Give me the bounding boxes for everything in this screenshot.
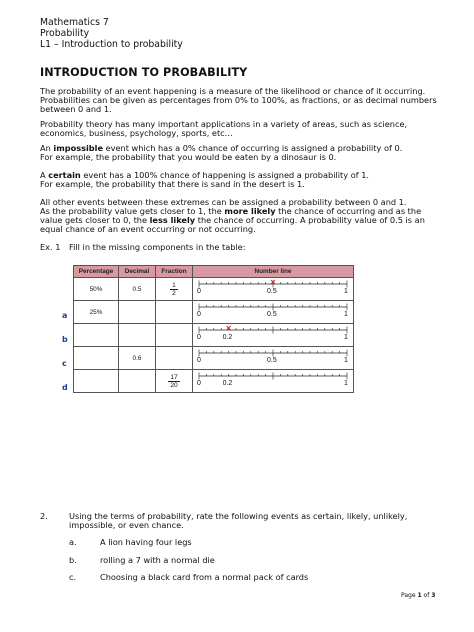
fraction xyxy=(168,374,179,389)
percentage-cell xyxy=(74,324,119,347)
number-line-cell xyxy=(193,324,354,347)
number-line-cell xyxy=(193,347,354,370)
nl-label-mid: 0.2 xyxy=(222,380,233,387)
decimal-cell xyxy=(119,324,156,347)
nl-label-zero: 0 xyxy=(197,288,201,295)
number-line xyxy=(197,370,349,392)
q2-item-letter: a. xyxy=(69,537,77,547)
table-row xyxy=(74,301,354,324)
number-line-cell xyxy=(193,301,354,324)
number-line-axis xyxy=(197,370,349,382)
fraction-cell xyxy=(156,324,193,347)
nl-label-one: 1 xyxy=(344,311,348,318)
col-percentage: Percentage xyxy=(74,266,119,278)
table-row xyxy=(74,324,354,347)
fraction-denominator: 20 xyxy=(170,381,178,389)
nl-label-one: 1 xyxy=(344,380,348,387)
page-title: INTRODUCTION TO PROBABILITY xyxy=(40,66,248,79)
fraction-cell xyxy=(156,347,193,370)
percentage-cell: 25% xyxy=(74,301,119,324)
nl-label-mid: 0.5 xyxy=(267,357,277,364)
percentage-cell xyxy=(74,370,119,393)
q2-item-text: Choosing a black card from a normal pack of cards xyxy=(100,572,309,582)
fraction xyxy=(170,282,178,297)
para5-line: value gets closer to 0, the less likely the chance of occurring. A probability value of 0.5 is an xyxy=(40,215,425,225)
ex1-instruction: Fill in the missing components in the table: xyxy=(69,242,246,252)
para1-line: The probability of an event happening is a measure of the likelihood or chance of it occurring. xyxy=(40,86,426,96)
q2-text-line: Using the terms of probability, rate the following events as certain, likely, unlikely, xyxy=(69,511,408,521)
fraction-numerator: 1 xyxy=(172,281,176,289)
col-decimal: Decimal xyxy=(119,266,156,278)
para2-line: economics, business, psychology, sports, etc… xyxy=(40,128,233,138)
table-header-row xyxy=(74,266,354,278)
q2-item-text: A lion having four legs xyxy=(100,537,192,547)
percentage-cell: 50% xyxy=(74,278,119,301)
nl-label-zero: 0 xyxy=(197,380,201,387)
lesson-label: L1 – Introduction to probability xyxy=(40,39,183,50)
nl-label-one: 1 xyxy=(344,334,348,341)
row-letter-d: d xyxy=(62,383,68,392)
number-line xyxy=(197,301,349,323)
number-line-axis xyxy=(197,324,349,336)
row-letter-b: b xyxy=(62,335,68,344)
certain-example: For example, the probability that there is sand in the desert is 1. xyxy=(40,179,305,189)
nl-label-zero: 0 xyxy=(197,334,201,341)
para5-line: equal chance of an event occurring or not occurring. xyxy=(40,224,256,234)
q2-text-line: impossible, or even chance. xyxy=(69,520,184,530)
para5-line: All other events between these extremes can be assigned a probability between 0 and 1. xyxy=(40,197,407,207)
table-row xyxy=(74,347,354,370)
q2-item-text: rolling a 7 with a normal die xyxy=(100,555,215,565)
number-line-cell xyxy=(193,278,354,301)
table-row xyxy=(74,370,354,393)
nl-label-zero: 0 xyxy=(197,357,201,364)
subject-label: Mathematics 7 xyxy=(40,17,109,28)
number-line xyxy=(197,324,349,346)
fraction-cell xyxy=(156,278,193,301)
decimal-cell: 0.5 xyxy=(119,278,156,301)
para1-line: between 0 and 1. xyxy=(40,104,112,114)
fraction-cell xyxy=(156,301,193,324)
nl-label-one: 1 xyxy=(344,357,348,364)
col-fraction: Fraction xyxy=(156,266,193,278)
decimal-cell xyxy=(119,301,156,324)
nl-label-zero: 0 xyxy=(197,311,201,318)
topic-label: Probability xyxy=(40,28,90,39)
certain-definition: A certain event has a 100% chance of happening is assigned a probability of 1. xyxy=(40,170,370,180)
decimal-cell: 0.6 xyxy=(119,347,156,370)
col-number-line: Number line xyxy=(193,266,354,278)
ex1-label: Ex. 1 xyxy=(40,242,61,252)
decimal-cell xyxy=(119,370,156,393)
number-line xyxy=(197,278,349,300)
q2-item-letter: b. xyxy=(69,555,77,565)
fraction-numerator: 17 xyxy=(170,373,178,381)
probability-table xyxy=(73,265,354,393)
nl-label-one: 1 xyxy=(344,288,348,295)
percentage-cell xyxy=(74,347,119,370)
row-letter-c: c xyxy=(62,359,67,368)
fraction-denominator: 2 xyxy=(172,289,176,297)
row-letter-a: a xyxy=(62,311,68,320)
para2-line: Probability theory has many important applications in a variety of areas, such as science, xyxy=(40,119,408,129)
para1-line: Probabilities can be given as percentages from 0% to 100%, as fractions, or as decimal numbers xyxy=(40,95,437,105)
q2-number: 2. xyxy=(40,511,48,521)
nl-label-mid: 0.5 xyxy=(267,288,277,295)
impossible-example: For example, the probability that you would be eaten by a dinosaur is 0. xyxy=(40,152,337,162)
fraction-cell xyxy=(156,370,193,393)
impossible-definition: An impossible event which has a 0% chance of occurring is assigned a probability of 0. xyxy=(40,143,403,153)
page-footer: Page 1 of 3 xyxy=(401,592,436,599)
nl-label-mid: 0.5 xyxy=(267,311,277,318)
para5-line: As the probability value gets closer to 1, the more likely the chance of occurring and as the xyxy=(40,206,422,216)
table-row xyxy=(74,278,354,301)
nl-label-mid: 0.2 xyxy=(222,334,233,341)
q2-item-letter: c. xyxy=(69,572,77,582)
number-line xyxy=(197,347,349,369)
number-line-cell xyxy=(193,370,354,393)
